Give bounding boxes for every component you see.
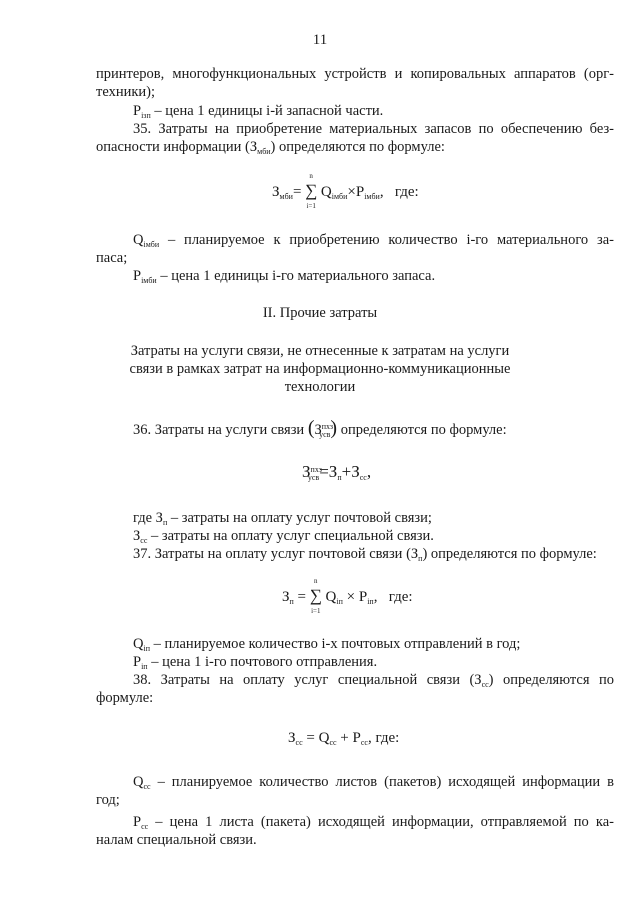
paragraph-line: формуле: — [96, 690, 154, 706]
formula-communication: $З^{пхз}_{усв}=З_п+З_{сс}$, — [302, 462, 372, 482]
subsection-heading: связи в рамках затрат на информационно-коммуникационные — [129, 361, 511, 377]
definition-line: $P_{сс}$ – цена 1 листа (пакета) исходящей информации, отправляемой по ка- — [133, 814, 614, 831]
section-title: II. Прочие затраты — [262, 305, 378, 321]
formula-material-reserves: $З_{мби}=$ n ∑ i=1 $Q_{iмби}\times P_{iмби}$, где: — [272, 172, 419, 210]
definition-line: где $З_п$ – затраты на оплату услуг почтовой связи; — [133, 510, 432, 527]
definition-line: $Q_{iмби}$ – планируемое к приобретению количество i-го материального за- — [133, 232, 614, 249]
paragraph-line: паса; — [96, 250, 128, 266]
formula-postal: $З_п$ = n ∑ i=1 $Q_{iп} \times P_{iп}$, где: — [282, 577, 413, 615]
paragraph-line: техники); — [96, 84, 156, 100]
definition-line: $Q_{сс}$ – планируемое количество листов (пакетов) исходящей информации в — [133, 774, 614, 791]
paragraph-line: налам специальной связи. — [96, 832, 257, 848]
subsection-heading: Затраты на услуги связи, не отнесенные к затратам на услуги — [130, 343, 510, 359]
definition-line: $З_{сс}$ – затраты на оплату услуг специальной связи. — [133, 528, 434, 545]
paragraph-line: принтеров, многофункциональных устройств и копировальных аппаратов (орг- — [96, 66, 614, 82]
paragraph-line: 35. Затраты на приобретение материальных запасов по обеспечению без- — [133, 121, 614, 137]
definition-line: $P_{iзп}$ – цена 1 единицы i-й запасной части. — [133, 103, 384, 120]
paragraph-line: год; — [96, 792, 120, 808]
paragraph-line: 37. Затраты на оплату услуг почтовой связи $(З_п)$ определяются по формуле: — [133, 546, 597, 563]
page-number: 11 — [312, 32, 328, 48]
definition-line: $P_{iп}$ – цена 1 i-го почтового отправления. — [133, 654, 378, 671]
paragraph-line: опасности информации $(З_{мби})$ определяются по формуле: — [96, 139, 445, 156]
paragraph-line: 36. Затраты на услуги связи $(З^{пхз}_{усв})$ определяются по формуле: — [133, 417, 507, 439]
sum-icon: n ∑ i=1 — [309, 577, 322, 615]
subsection-heading: технологии — [284, 379, 356, 395]
definition-line: $P_{iмби}$ – цена 1 единицы i-го материального запаса. — [133, 268, 436, 285]
definition-line: $Q_{iп}$ – планируемое количество i-х почтовых отправлений в год; — [133, 636, 521, 653]
sum-icon: n ∑ i=1 — [305, 172, 318, 210]
formula-special: $З_{сс} = Q_{сс} + P_{сс}$, где: — [288, 730, 400, 747]
paragraph-line: 38. Затраты на оплату услуг специальной связи $(З_{сс})$ определяются по — [133, 672, 614, 689]
